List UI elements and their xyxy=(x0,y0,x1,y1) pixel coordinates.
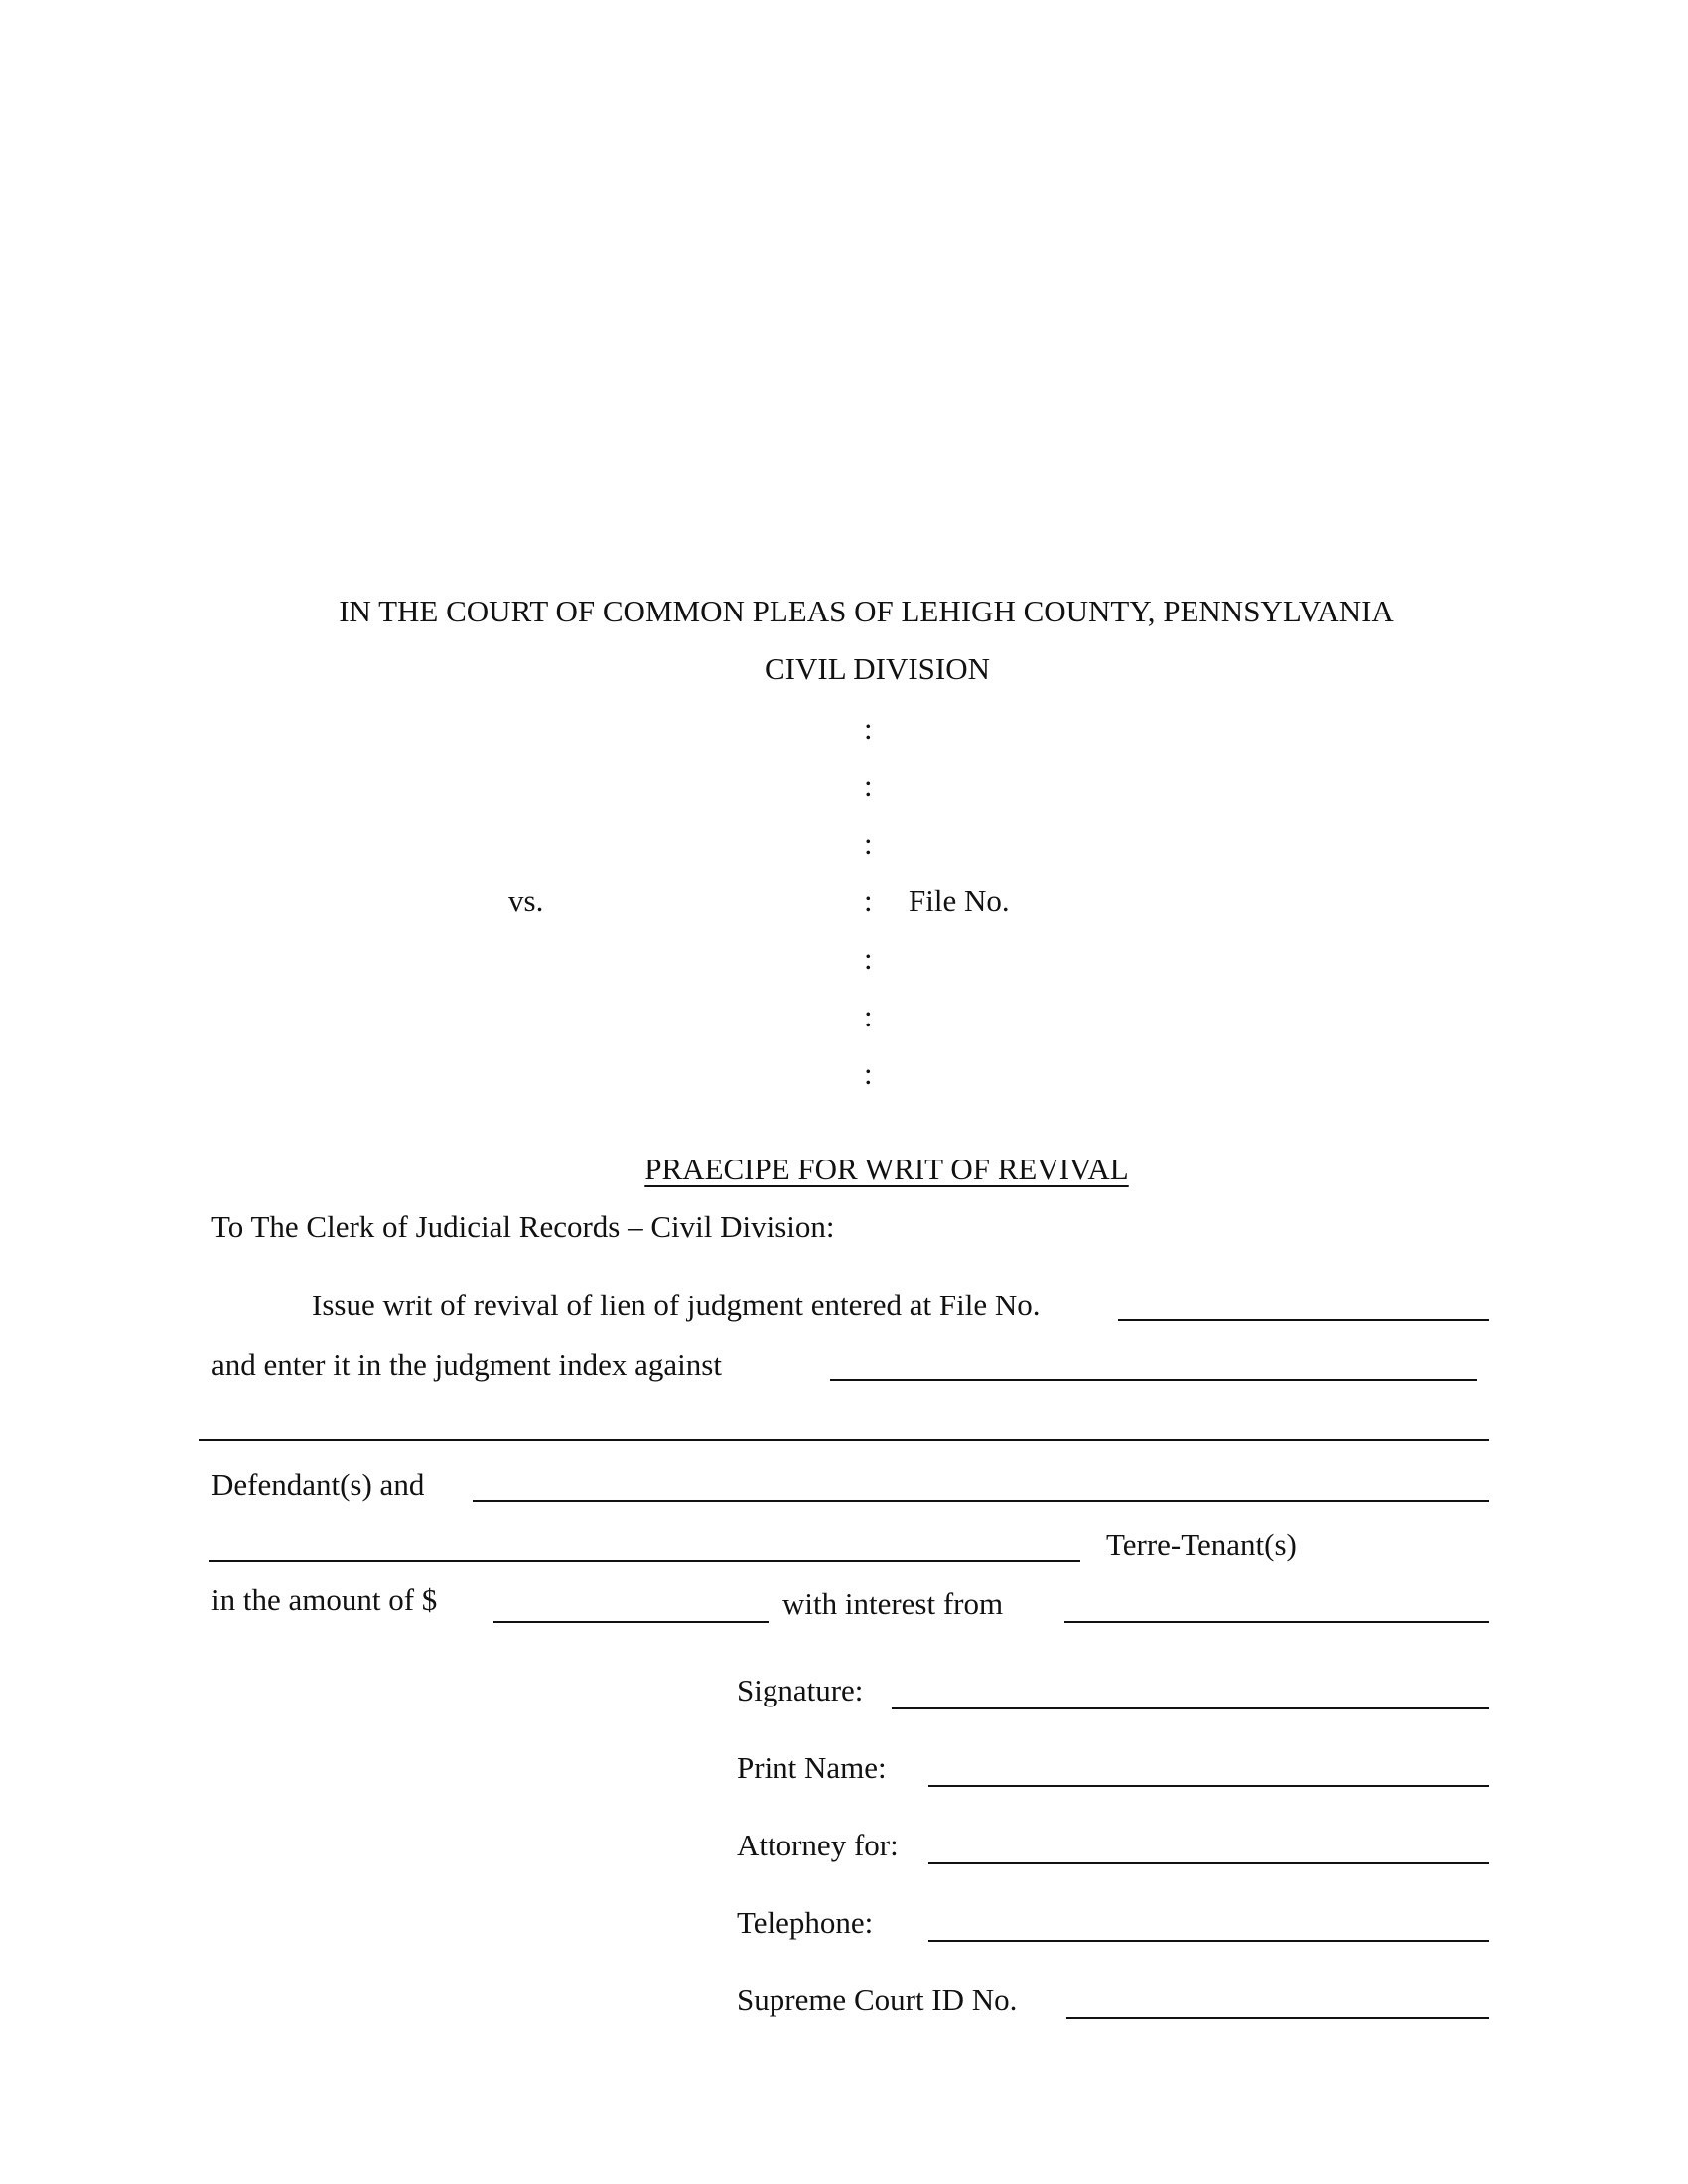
document-title-text: PRAECIPE FOR WRIT OF REVIVAL xyxy=(644,1152,1129,1186)
defendants-field[interactable] xyxy=(473,1500,1489,1502)
terre-tenants-label: Terre-Tenant(s) xyxy=(1106,1527,1297,1562)
full-width-blank-field[interactable] xyxy=(199,1439,1489,1441)
caption-colon: : xyxy=(864,999,873,1033)
telephone-field[interactable] xyxy=(928,1940,1489,1942)
division-title: CIVIL DIVISION xyxy=(764,651,990,686)
court-title: IN THE COURT OF COMMON PLEAS OF LEHIGH COUNTY, PENNSYLVANIA xyxy=(339,594,1394,628)
print-name-field[interactable] xyxy=(928,1785,1489,1787)
amount-field[interactable] xyxy=(493,1621,769,1623)
interest-date-field[interactable] xyxy=(1064,1621,1489,1623)
file-number-field[interactable] xyxy=(1118,1319,1489,1321)
terre-tenants-field[interactable] xyxy=(209,1560,1080,1562)
caption-colon: : xyxy=(864,711,873,746)
document-title xyxy=(0,1152,1688,1187)
signature-field[interactable] xyxy=(892,1707,1489,1709)
caption-colon: : xyxy=(864,884,873,918)
amount-label: in the amount of $ xyxy=(211,1582,438,1617)
interest-label: with interest from xyxy=(782,1586,1004,1621)
supreme-court-id-field[interactable] xyxy=(1066,2017,1489,2019)
attorney-for-field[interactable] xyxy=(928,1862,1489,1864)
caption-colon: : xyxy=(864,768,873,803)
file-no-label: File No. xyxy=(909,884,1010,918)
revival-text: Issue writ of revival of lien of judgment entered at File No. xyxy=(312,1288,1041,1322)
supreme-court-id-label: Supreme Court ID No. xyxy=(737,1982,1018,2017)
caption-colon: : xyxy=(864,941,873,976)
defendants-label: Defendant(s) and xyxy=(211,1467,425,1502)
caption-colon: : xyxy=(864,826,873,861)
versus-label: vs. xyxy=(508,884,544,918)
telephone-label: Telephone: xyxy=(737,1905,874,1940)
signature-label: Signature: xyxy=(737,1673,864,1707)
attorney-for-label: Attorney for: xyxy=(737,1828,899,1862)
print-name-label: Print Name: xyxy=(737,1750,887,1785)
caption-colon: : xyxy=(864,1056,873,1091)
addressee-line: To The Clerk of Judicial Records – Civil Division: xyxy=(211,1209,835,1244)
judgment-index-text: and enter it in the judgment index against xyxy=(211,1347,722,1382)
judgment-against-field[interactable] xyxy=(830,1379,1477,1381)
